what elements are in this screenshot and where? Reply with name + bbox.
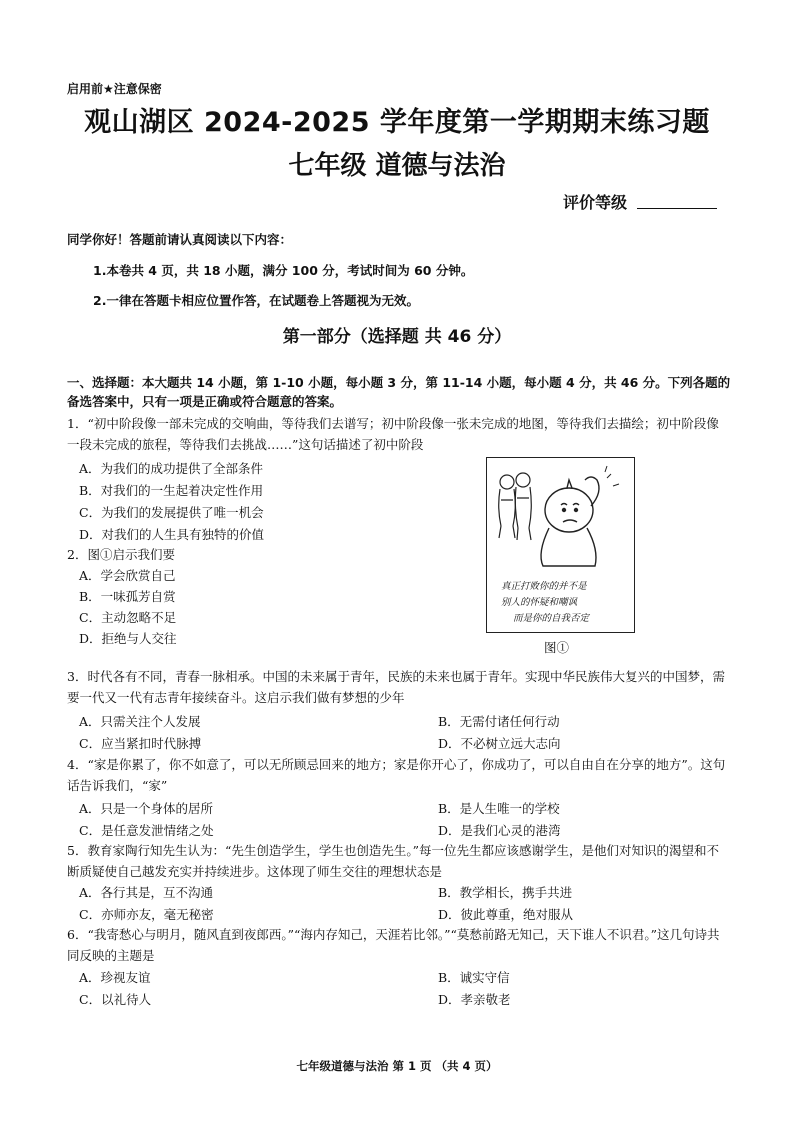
- cartoon-caption-line: 而是你的自我否定: [513, 613, 590, 624]
- question-2-option-c: C．主动忽略不足: [79, 610, 177, 625]
- question-5-option-d: D．彼此尊重，绝对服从: [438, 907, 574, 922]
- question-1-option-d: D．对我们的人生具有独特的价值: [79, 527, 265, 542]
- question-2-option-d: D．拒绝与人交往: [79, 631, 177, 646]
- question-6-option-b: B．诚实守信: [438, 970, 510, 985]
- question-4-option-c: C．是任意发泄情绪之处: [79, 823, 214, 838]
- question-5-stem: 5．教育家陶行知先生认为：“先生创造学生，学生也创造先生。”每一位先生都应该感谢学生，是他们对知识的渴望和不断质疑使自己越发充实并持续进步。这体现了师生交往的理想状态是: [67, 843, 719, 879]
- question-6-stem: 6．“我寄愁心与明月，随风直到夜郎西。”“海内存知己，天涯若比邻。”“莫愁前路无知己，天下谁人不识君。”这几句诗共同反映的主题是: [67, 927, 720, 963]
- figure-1-caption: 图①: [544, 640, 570, 655]
- exam-subtitle: 七年级 道德与法治: [288, 151, 506, 181]
- part-title: 第一部分（选择题 共 46 分）: [282, 327, 512, 347]
- question-5-option-b: B．教学相长，携手共进: [438, 885, 573, 900]
- cartoon-caption-line: 真正打败你的并不是: [501, 581, 587, 592]
- question-2-stem: 2．图①启示我们要: [67, 547, 175, 562]
- exam-title: 观山湖区 2024-2025 学年度第一学期期末练习题: [84, 107, 710, 138]
- question-6-option-c: C．以礼待人: [79, 992, 152, 1007]
- question-5-option-a: A．各行其是，互不沟通: [79, 885, 214, 900]
- question-4-option-d: D．是我们心灵的港湾: [438, 823, 561, 838]
- question-6-option-a: A．珍视友谊: [79, 970, 151, 985]
- notice-item: 1.本卷共 4 页，共 18 小题，满分 100 分，考试时间为 60 分钟。: [93, 263, 474, 278]
- figure-1-cartoon: [486, 457, 635, 633]
- question-1-option-a: A．为我们的成功提供了全部条件: [79, 461, 264, 476]
- question-2-option-b: B．一味孤芳自赏: [79, 589, 176, 604]
- question-6-option-d: D．孝亲敬老: [438, 992, 511, 1007]
- question-1-stem: 1．“初中阶段像一部未完成的交响曲，等待我们去谱写；初中阶段像一张未完成的地图，等待我们去描绘；初中阶段像一段未完成的旅程，等待我们去挑战……”这句话描述了初中阶段: [67, 416, 719, 452]
- page-footer: 七年级道德与法治 第 1 页 （共 4 页）: [296, 1059, 498, 1073]
- notice-heading: 同学你好！答题前请认真阅读以下内容：: [67, 232, 293, 247]
- question-4-stem: 4．“家是你累了，你不如意了，可以无所顾忌回来的地方；家是你开心了，你成功了，可以自由自在分享的地方”。这句话告诉我们，“家”: [67, 757, 726, 793]
- section-instructions: 一、选择题：本大题共 14 小题，第 1-10 小题，每小题 3 分，第 11-14 小题，每小题 4 分，共 46 分。下列各题的备选答案中，只有一项是正确或符合题意的答案。: [67, 375, 731, 409]
- question-3-option-c: C．应当紧扣时代脉搏: [79, 736, 202, 751]
- grade-label: 评价等级: [563, 193, 628, 212]
- question-2-option-a: A．学会欣赏自己: [79, 568, 176, 583]
- question-3-stem: 3．时代各有不同，青春一脉相承。中国的未来属于青年，民族的未来也属于青年。实现中华民族伟大复兴的中国梦，需要一代又一代有志青年接续奋斗。这启示我们做有梦想的少年: [67, 669, 725, 705]
- question-3-option-b: B．无需付诸任何行动: [438, 714, 560, 729]
- question-3-option-d: D．不必树立远大志向: [438, 736, 561, 751]
- question-1-option-b: B．对我们的一生起着决定性作用: [79, 483, 264, 498]
- question-5-option-c: C．亦师亦友，毫无秘密: [79, 907, 214, 922]
- notice-item: 2.一律在答题卡相应位置作答，在试题卷上答题视为无效。: [93, 293, 419, 308]
- question-4-option-b: B．是人生唯一的学校: [438, 801, 560, 816]
- question-3-option-a: A．只需关注个人发展: [79, 714, 201, 729]
- confidential-label: 启用前★注意保密: [67, 82, 162, 96]
- question-1-option-c: C．为我们的发展提供了唯一机会: [79, 505, 264, 520]
- cartoon-caption-line: 别人的怀疑和嘲讽: [501, 597, 578, 608]
- question-4-option-a: A．只是一个身体的居所: [79, 801, 214, 816]
- grade-blank: [637, 208, 717, 209]
